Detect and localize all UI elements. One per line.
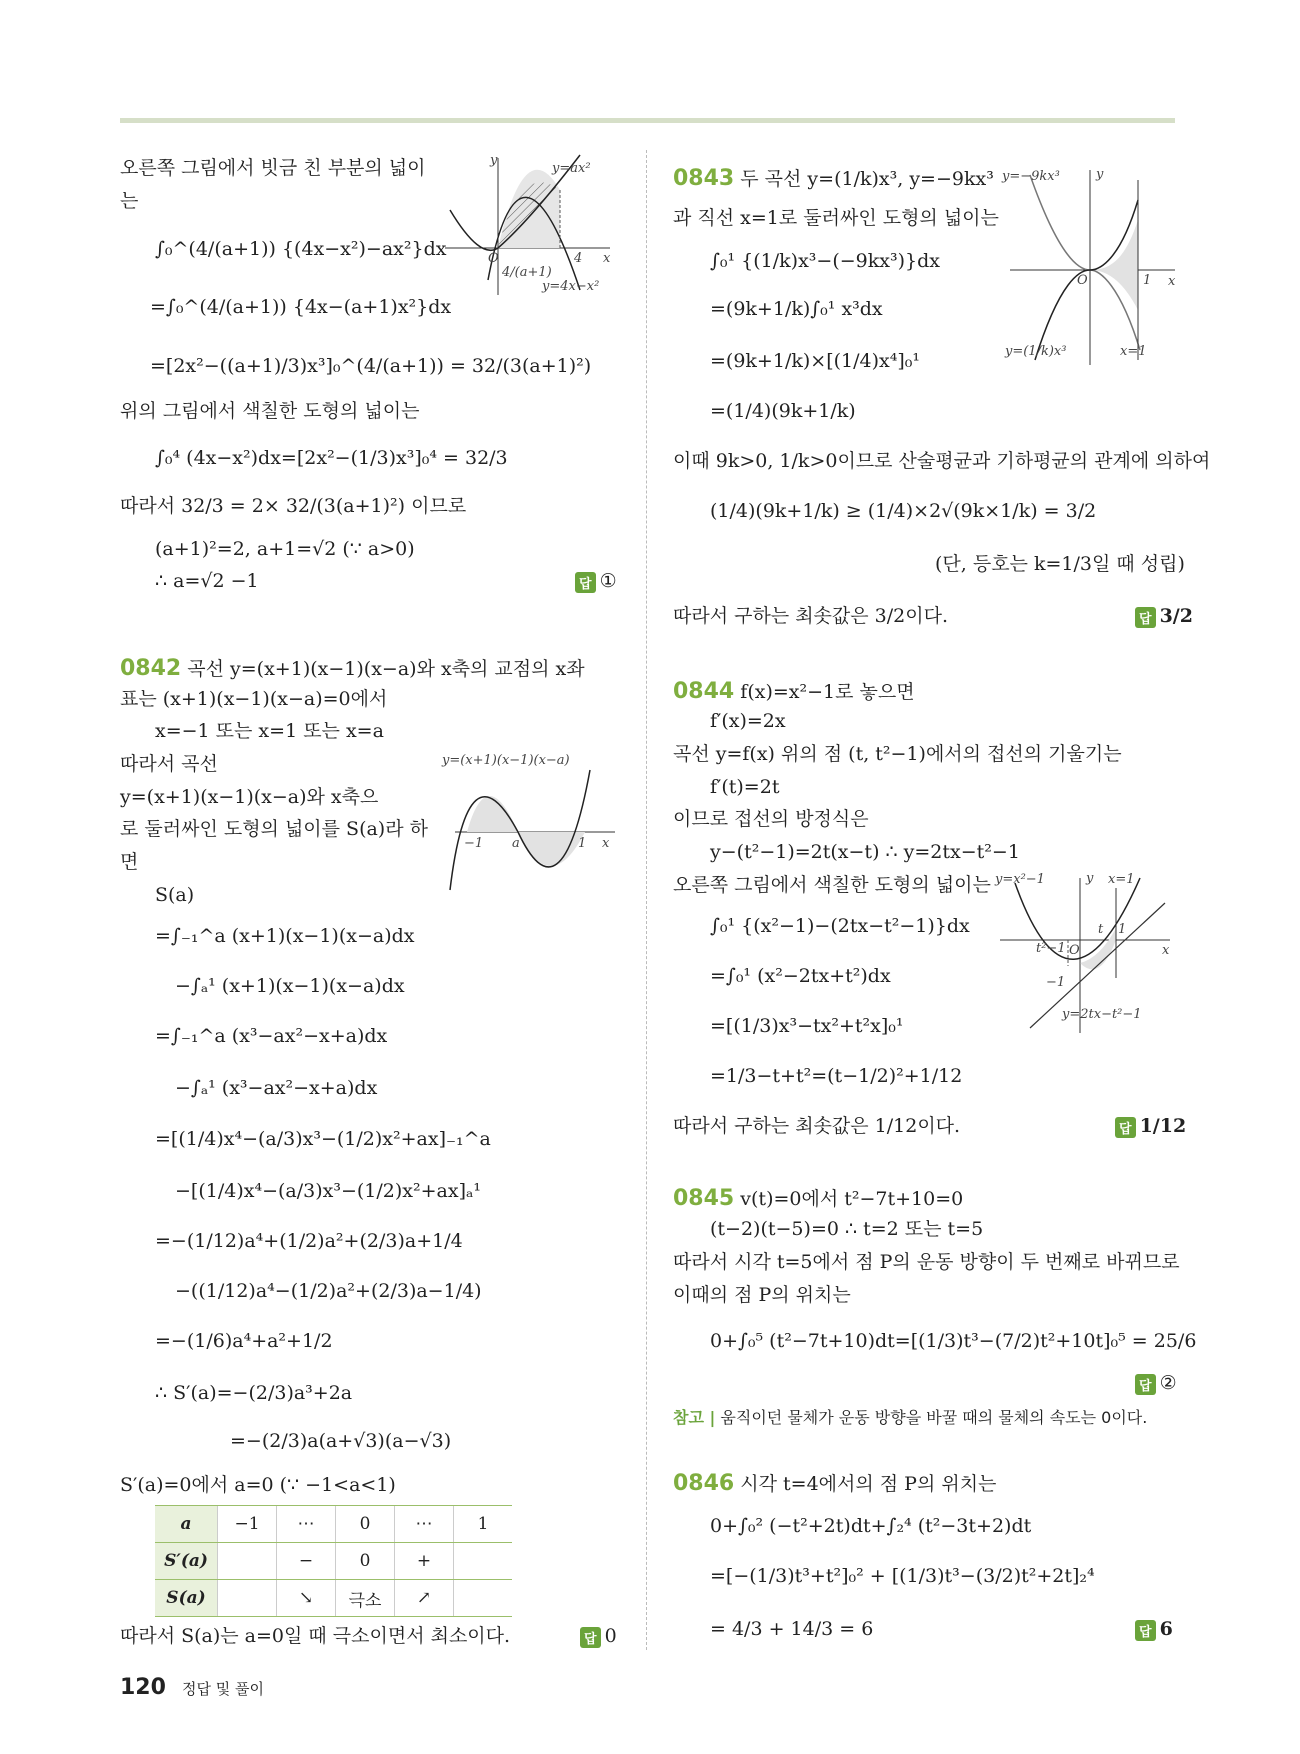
line-label: x=1 [1108, 872, 1135, 887]
problem-number: 0843 [673, 166, 735, 191]
formula-line: (t−2)(t−5)=0 ∴ t=2 또는 t=5 [710, 1218, 984, 1240]
formula-line: =−(1/12)a⁴+(1/2)a²+(2/3)a+1/4 [155, 1230, 463, 1252]
figure-0841 [440, 150, 620, 300]
x-axis-label: x [602, 836, 610, 851]
text-line [673, 1185, 963, 1213]
x-axis-label: x [603, 251, 611, 266]
table-cell [218, 1543, 277, 1580]
answer-0845 [1135, 1372, 1177, 1395]
formula-line: =[(1/3)x³−tx²+t²x]₀¹ [710, 1015, 904, 1037]
text-line: 따라서 곡선 [120, 753, 218, 775]
answer-badge: 답 [1115, 1117, 1136, 1138]
x-tick: 4 [574, 251, 583, 266]
x-tick: 1 [1143, 273, 1152, 288]
point-label: t [1098, 922, 1104, 937]
table-cell: 극소 [336, 1580, 395, 1617]
formula-line: −∫ₐ¹ (x+1)(x−1)(x−a)dx [175, 975, 405, 997]
table-cell: S(a) [155, 1580, 218, 1617]
formula-line: =[(1/4)x⁴−(a/3)x³−(1/2)x²+ax]₋₁^a [155, 1128, 491, 1150]
text-line: 따라서 32/3 = 2× 32/(3(a+1)²) 이므로 [120, 495, 467, 517]
answer-badge: 답 [1135, 1374, 1156, 1395]
table-cell [454, 1543, 513, 1580]
problem-number: 0842 [120, 656, 182, 681]
text-line [673, 165, 994, 193]
note-text: 움직이던 물체가 운동 방향을 바꿀 때의 물체의 속도는 0이다. [720, 1408, 1148, 1427]
top-rule [120, 118, 1175, 123]
text-content: 시각 t=4에서의 점 P의 위치는 [740, 1473, 997, 1495]
table-cell: ↗ [395, 1580, 454, 1617]
text-line: 곡선 y=f(x) 위의 점 (t, t²−1)에서의 접선의 기울기는 [673, 743, 1122, 765]
x-label: 4/(a+1) [502, 265, 552, 280]
table-row [155, 1580, 512, 1617]
text-line: 위의 그림에서 색칠한 도형의 넓이는 [120, 400, 420, 422]
formula-line: (단, 등호는 k=1/3일 때 성립) [935, 553, 1185, 575]
formula-line: f′(t)=2t [710, 776, 780, 798]
x-tick: a [512, 836, 520, 851]
text-content: v(t)=0에서 t²−7t+10=0 [740, 1188, 964, 1210]
formula-line: x=−1 또는 x=1 또는 x=a [155, 720, 384, 742]
formula-line: ∫₀^(4/(a+1)) {(4x−x²)−ax²}dx [155, 238, 447, 260]
y-axis-label: y [1096, 167, 1104, 182]
origin-label: O [1077, 273, 1088, 288]
point-label: t²−1 [1036, 941, 1066, 956]
point-label: −1 [1046, 975, 1066, 990]
x-tick: −1 [464, 836, 484, 851]
sign-table [155, 1505, 512, 1617]
table-row [155, 1506, 512, 1543]
table-cell: ↘ [277, 1580, 336, 1617]
answer-badge: 답 [1135, 1620, 1156, 1641]
curve-label: y=4x−x² [542, 279, 600, 294]
text-line: S′(a)=0에서 a=0 (∵ −1<a<1) [120, 1474, 396, 1496]
formula-line: 0+∫₀⁵ (t²−7t+10)dt=[(1/3)t³−(7/2)t²+10t]₀⁵ = 25/6 [710, 1330, 1197, 1352]
formula-line: ∫₀⁴ (4x−x²)dx=[2x²−(1/3)x³]₀⁴ = 32/3 [155, 447, 508, 469]
formula-line: =∫₋₁^a (x³−ax²−x+a)dx [155, 1025, 388, 1047]
answer-0842 [580, 1625, 617, 1648]
answer-0843 [1135, 605, 1193, 628]
answer-badge: 답 [1135, 607, 1156, 628]
formula-line: =(1/4)(9k+1/k) [710, 400, 856, 422]
text-content: f(x)=x²−1로 놓으면 [740, 681, 915, 703]
note-label: 참고 | [673, 1408, 716, 1427]
curve-label: y=−9kx³ [1002, 169, 1060, 184]
answer-0844 [1115, 1115, 1186, 1138]
formula-line: S(a) [155, 884, 195, 906]
formula-line: f′(x)=2x [710, 710, 786, 732]
table-cell: + [395, 1543, 454, 1580]
formula-line: −((1/12)a⁴−(1/2)a²+(2/3)a−1/4) [175, 1280, 482, 1302]
answer-0846 [1135, 1618, 1173, 1641]
formula-line: (a+1)²=2, a+1=√2 (∵ a>0) [155, 538, 415, 560]
table-row [155, 1543, 512, 1580]
y-axis-label: y [1086, 871, 1094, 886]
table-cell: 1 [454, 1506, 513, 1543]
formula-line: =∫₀^(4/(a+1)) {4x−(a+1)x²}dx [150, 296, 452, 318]
formula-line: ∴ S′(a)=−(2/3)a³+2a [155, 1382, 353, 1404]
text-line: 로 둘러싸인 도형의 넓이를 S(a)라 하 [120, 818, 428, 840]
text-line: 는 [120, 190, 139, 212]
origin-label: O [488, 251, 499, 266]
table-cell [454, 1580, 513, 1617]
problem-number: 0844 [673, 679, 735, 704]
curve-label: y=x²−1 [995, 872, 1045, 887]
text-line [673, 1470, 996, 1498]
page-footer [120, 1675, 264, 1700]
answer-value: 1/12 [1139, 1115, 1187, 1137]
formula-line: −∫ₐ¹ (x³−ax²−x+a)dx [175, 1077, 378, 1099]
text-line: 따라서 구하는 최솟값은 3/2이다. [673, 605, 948, 627]
text-line: 따라서 S(a)는 a=0일 때 극소이면서 최소이다. [120, 1625, 511, 1647]
formula-line: =∫₀¹ (x²−2tx+t²)dx [710, 965, 891, 987]
line-label: y=2tx−t²−1 [1062, 1007, 1142, 1022]
answer-value: 3/2 [1159, 605, 1193, 627]
formula-line: (1/4)(9k+1/k) ≥ (1/4)×2√(9k×1/k) = 3/2 [710, 500, 1097, 522]
text-line: 따라서 시각 t=5에서 점 P의 운동 방향이 두 번째로 바뀌므로 [673, 1251, 1180, 1273]
formula-line: y−(t²−1)=2t(x−t) ∴ y=2tx−t²−1 [710, 841, 1020, 863]
text-line [120, 655, 585, 683]
note [673, 1405, 1147, 1428]
text-line [673, 678, 915, 706]
table-cell: −1 [218, 1506, 277, 1543]
figure-0844 [990, 868, 1180, 1038]
point-label: 1 [1118, 922, 1127, 937]
table-cell [218, 1580, 277, 1617]
origin-label: O [1069, 943, 1080, 958]
formula-line: =∫₋₁^a (x+1)(x−1)(x−a)dx [155, 925, 415, 947]
formula-line: =−(1/6)a⁴+a²+1/2 [155, 1330, 333, 1352]
footer-title: 정답 및 풀이 [181, 1680, 264, 1698]
formula-line: =−(2/3)a(a+√3)(a−√3) [230, 1430, 452, 1452]
line-label: x=1 [1120, 344, 1147, 359]
curve-label: y=(1/k)x³ [1005, 344, 1067, 359]
text-content: 곡선 y=(x+1)(x−1)(x−a)와 x축의 교점의 x좌 [187, 658, 585, 680]
formula-line: =1/3−t+t²=(t−1/2)²+1/12 [710, 1065, 963, 1087]
text-line: 이때 9k>0, 1/k>0이므로 산술평균과 기하평균의 관계에 의하여 [673, 450, 1211, 472]
answer-badge: 답 [575, 572, 596, 593]
text-line: 이므로 접선의 방정식은 [673, 808, 869, 830]
formula-line: =[2x²−((a+1)/3)x³]₀^(4/(a+1)) = 32/(3(a+1)²) [150, 355, 592, 377]
y-axis-label: y [490, 153, 498, 168]
x-axis-label: x [1162, 943, 1170, 958]
answer-badge: 답 [580, 1627, 601, 1648]
formula-line: −[(1/4)x⁴−(a/3)x³−(1/2)x²+ax]ₐ¹ [175, 1180, 481, 1202]
text-line: 표는 (x+1)(x−1)(x−a)=0에서 [120, 688, 388, 710]
problem-number: 0845 [673, 1186, 735, 1211]
formula-line: ∴ a=√2 −1 [155, 570, 259, 592]
text-line: 오른쪽 그림에서 색칠한 도형의 넓이는 [673, 874, 991, 896]
table-cell: ⋯ [395, 1506, 454, 1543]
formula-line: ∫₀¹ {(x²−1)−(2tx−t²−1)}dx [710, 915, 970, 937]
text-line: y=(x+1)(x−1)(x−a)와 x축으 [120, 786, 379, 808]
answer-value: 6 [1159, 1618, 1173, 1640]
figure-0843 [1000, 160, 1180, 370]
text-line: 오른쪽 그림에서 빗금 친 부분의 넓이 [120, 157, 426, 179]
table-cell: ⋯ [277, 1506, 336, 1543]
formula-line: = 4/3 + 14/3 = 6 [710, 1618, 874, 1640]
table-cell: S′(a) [155, 1543, 218, 1580]
table-cell: 0 [336, 1543, 395, 1580]
formula-line: =[−(1/3)t³+t²]₀² + [(1/3)t³−(3/2)t²+2t]₂⁴ [710, 1565, 1095, 1587]
curve-label: y=(x+1)(x−1)(x−a) [442, 753, 570, 768]
column-divider [646, 150, 647, 1650]
text-content: 두 곡선 y=(1/k)x³, y=−9kx³ [740, 168, 994, 190]
text-line: 따라서 구하는 최솟값은 1/12이다. [673, 1115, 961, 1137]
formula-line: 0+∫₀² (−t²+2t)dt+∫₂⁴ (t²−3t+2)dt [710, 1515, 1032, 1537]
text-line: 이때의 점 P의 위치는 [673, 1284, 851, 1306]
table-cell: − [277, 1543, 336, 1580]
answer-value: ① [599, 570, 617, 592]
formula-line: =(9k+1/k)∫₀¹ x³dx [710, 298, 883, 320]
x-axis-label: x [1168, 274, 1176, 289]
figure-0842 [440, 750, 620, 900]
answer-value: 0 [604, 1625, 617, 1647]
table-cell: 0 [336, 1506, 395, 1543]
page-number: 120 [120, 1675, 166, 1700]
formula-line: ∫₀¹ {(1/k)x³−(−9kx³)}dx [710, 250, 940, 272]
formula-line: =(9k+1/k)×[(1/4)x⁴]₀¹ [710, 350, 920, 372]
problem-number: 0846 [673, 1471, 735, 1496]
text-line: 면 [120, 851, 139, 873]
x-tick: 1 [578, 836, 587, 851]
answer-value: ② [1159, 1372, 1177, 1394]
table-cell: a [155, 1506, 218, 1543]
text-line: 과 직선 x=1로 둘러싸인 도형의 넓이는 [673, 207, 999, 229]
curve-label: y=ax² [552, 161, 591, 176]
answer-0841 [575, 570, 617, 593]
